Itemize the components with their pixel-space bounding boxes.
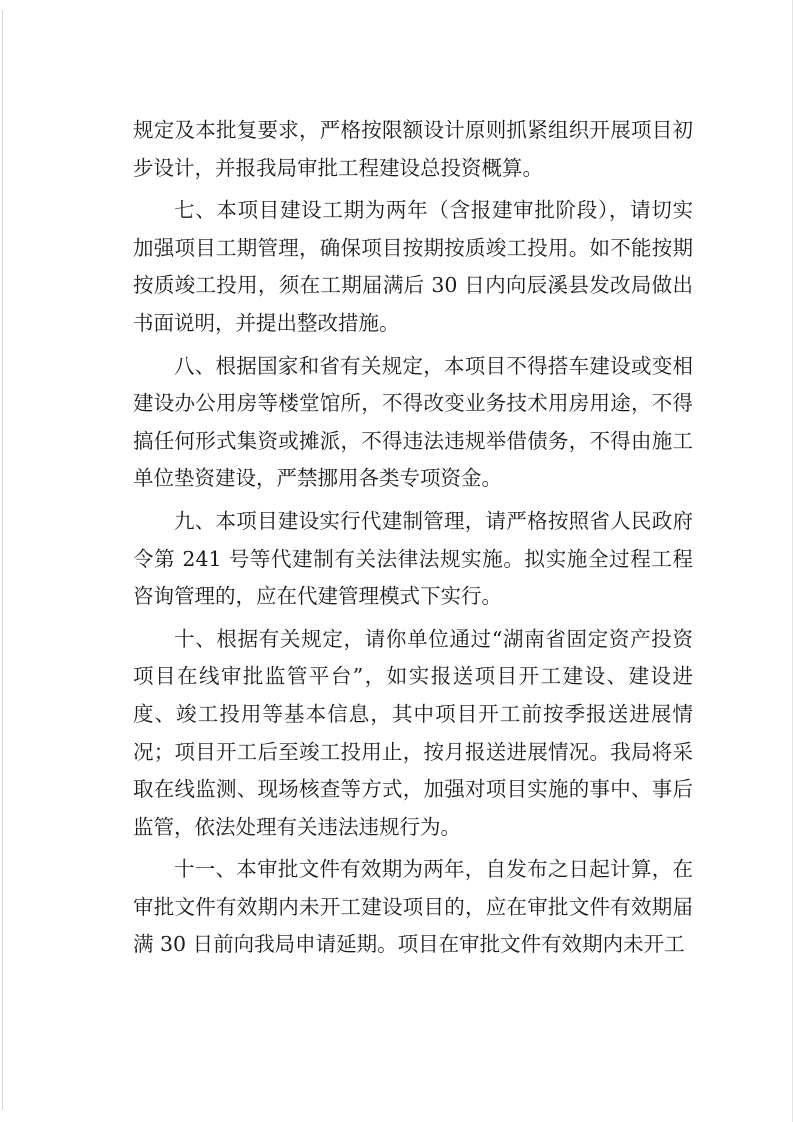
paragraph-continuation: 规定及本批复要求，严格按限额设计原则抓紧组织开展项目初步设计，并报我局审批工程建设总投资概算。 xyxy=(133,118,693,180)
paragraph-item-8: 八、根据国家和省有关规定，本项目不得搭车建设或变相建设办公用房等楼堂馆所，不得改变业务技术用房用途，不得搞任何形式集资或摊派，不得违法违规举借债务，不得由施工单位垫资建设，严禁挪用各类专项资金。 xyxy=(133,353,693,491)
paragraph-item-9: 九、本项目建设实行代建制管理，请严格按照省人民政府令第 241 号等代建制有关法律法规实施。拟实施全过程工程咨询管理的，应在代建管理模式下实行。 xyxy=(133,508,693,609)
document-body xyxy=(133,112,693,969)
scan-edge-right xyxy=(792,0,793,1122)
paragraph-item-10: 十、根据有关规定，请你单位通过“湖南省固定资产投资项目在线审批监管平台”，如实报送项目开工建设、建设进度、竣工投用等基本信息，其中项目开工前按季报送进展情况；项目开工后至竣工投用止，按月报送进展情况。我局将采取在线监测、现场核查等方式，加强对项目实施的事中、事后监管，依法处理有关违法违规行为。 xyxy=(133,626,693,839)
paragraph-item-11: 十一、本审批文件有效期为两年，自发布之日起计算，在审批文件有效期内未开工建设项目的，应在审批文件有效期届满 30 日前向我局申请延期。项目在审批文件有效期内未开工 xyxy=(133,857,693,957)
scan-edge-left xyxy=(2,10,3,1110)
paragraph-item-7: 七、本项目建设工期为两年（含报建审批阶段），请切实加强项目工期管理，确保项目按期按质竣工投用。如不能按期按质竣工投用，须在工期届满后 30 日内向辰溪县发改局做出书面说明，并提出整改措施。 xyxy=(133,198,693,335)
